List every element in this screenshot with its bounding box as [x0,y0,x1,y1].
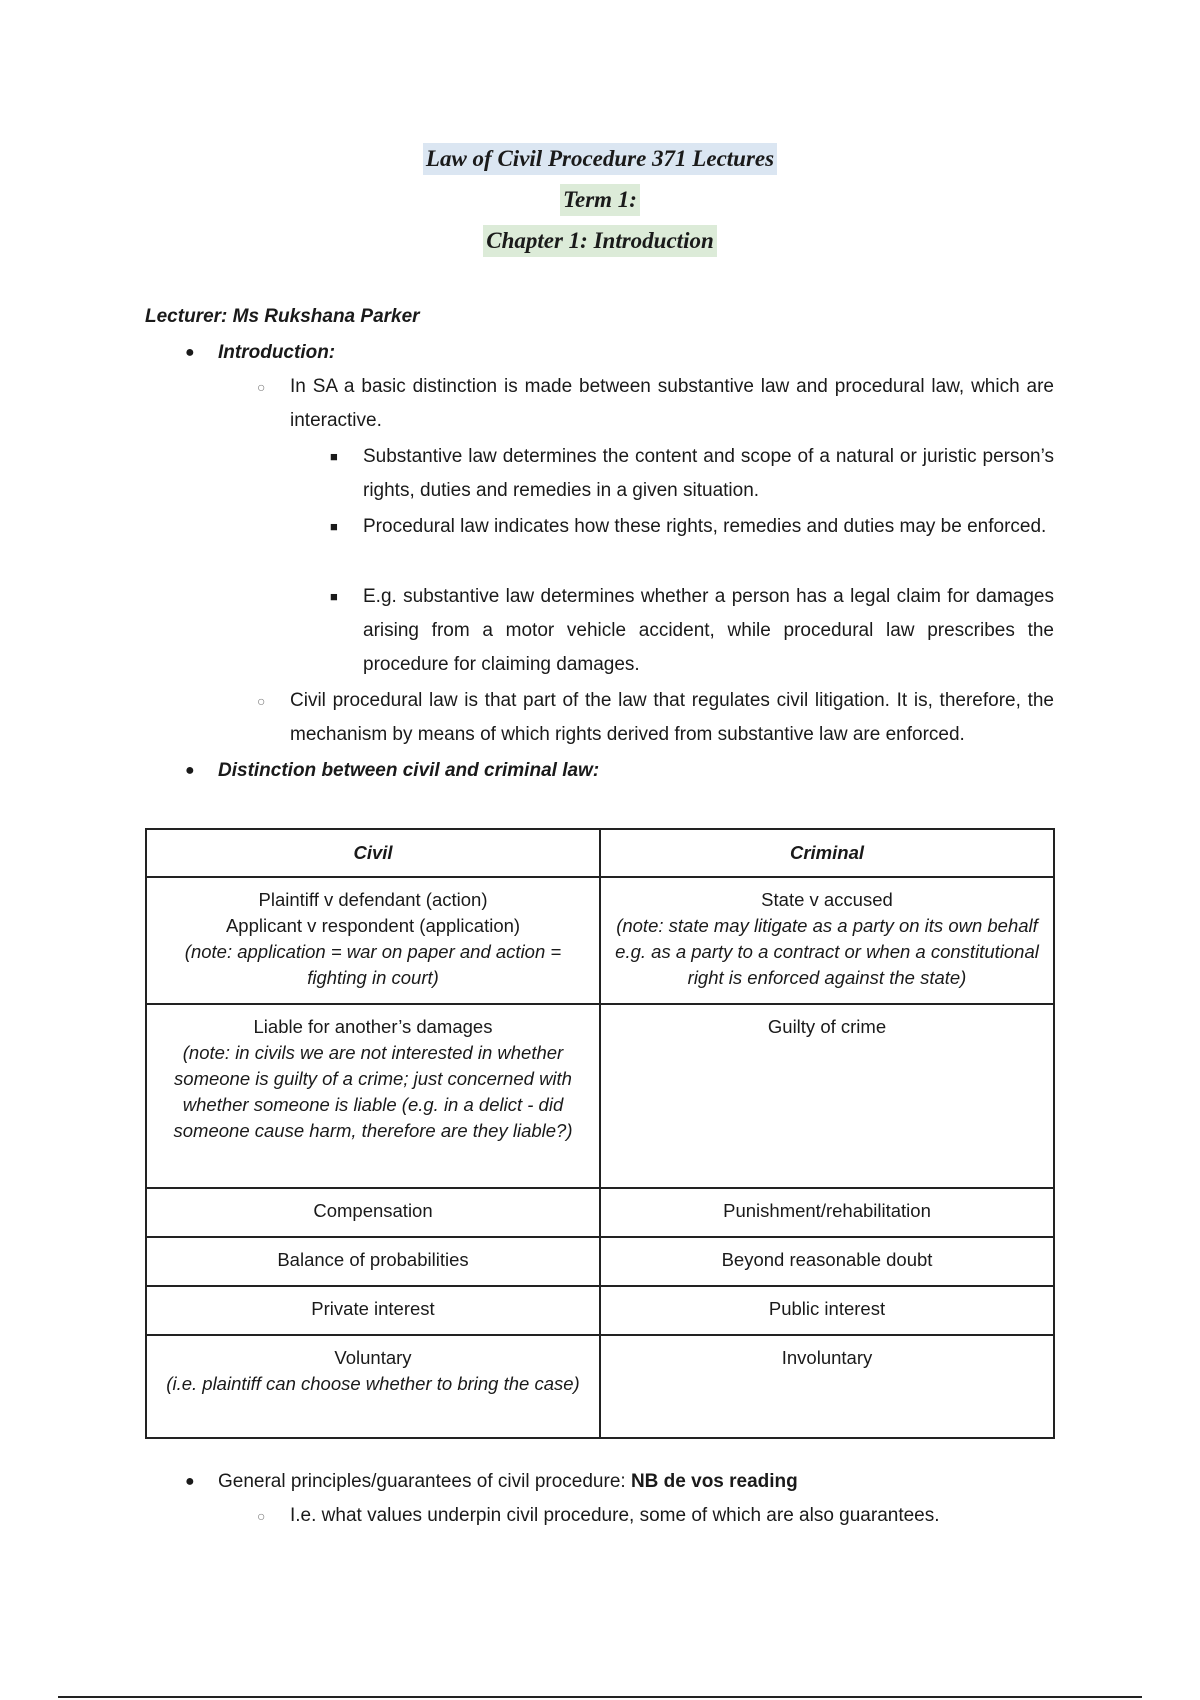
bullet-dot: ● [185,762,195,779]
course-title: Law of Civil Procedure 371 Lectures [423,143,777,175]
table-row [146,1286,1054,1335]
table-cell [600,877,1054,1004]
table-cell [600,1004,1054,1188]
cell-text: Plaintiff v defendant (action) [258,889,488,910]
introduction-heading [185,336,336,370]
table-cell: Beyond reasonable doubt [600,1237,1054,1286]
cell-text: Guilty of crime [767,1016,887,1037]
bullet-dot: ● [185,344,195,361]
footer-rule [58,1696,1142,1698]
table-row [146,877,1054,1004]
chapter-title: Chapter 1: Introduction [483,225,717,257]
intro-sub-2 [330,510,1054,544]
term-title: Term 1: [560,184,640,216]
table-cell: Private interest [146,1286,600,1335]
table-cell [600,1335,1054,1438]
intro-point-1-text: In SA a basic distinction is made between substantive law and procedural law, which are interactive. [290,376,1054,431]
intro-sub-3 [330,580,1054,682]
intro-sub-2-text: Procedural law indicates how these rights, remedies and duties may be enforced. [363,516,1047,537]
cell-note: (note: application = war on paper and action = fighting in court) [184,941,562,988]
intro-sub-3-text: E.g. substantive law determines whether a person has a legal claim for damages arising from a motor vehicle accident, while procedural law prescribes the procedure for claiming damages. [363,586,1054,675]
table-cell [146,877,600,1004]
cell-text: Voluntary [334,1347,412,1368]
lecturer-line: Lecturer: Ms Rukshana Parker [145,306,420,327]
table-row [146,1335,1054,1438]
table-header-row [146,829,1054,877]
intro-sub-1 [330,440,1054,508]
cell-text: Applicant v respondent (application) [225,915,521,936]
bullet-square: ■ [330,519,338,534]
cell-text: State v accused [761,889,893,910]
principles-sub [257,1499,1054,1533]
bullet-circle: ○ [257,379,266,395]
table-cell: Balance of probabilities [146,1237,600,1286]
distinction-heading-text: Distinction between civil and criminal law: [218,760,600,781]
principles-text: General principles/guarantees of civil procedure: [218,1471,631,1492]
intro-sub-1-text: Substantive law determines the content and scope of a natural or juristic person’s rights, duties and remedies in a given situation. [363,446,1054,501]
cell-text: Liable for another’s damages [253,1016,493,1037]
bullet-square: ■ [330,449,338,464]
introduction-heading-text: Introduction: [218,342,336,363]
intro-point-1 [257,370,1054,438]
cell-note: (note: state may litigate as a party on its own behalf e.g. as a party to a contract or when a constitutional right is enforced against the state) [615,915,1039,988]
criminal-header: Criminal [600,829,1054,877]
principles-item [185,1465,798,1499]
intro-point-2 [257,684,1054,752]
bullet-square: ■ [330,589,338,604]
table-cell: Public interest [600,1286,1054,1335]
principles-bold-text: NB de vos reading [630,1471,798,1492]
bullet-dot: ● [185,1473,195,1490]
principles-sub-text: I.e. what values underpin civil procedure, some of which are also guarantees. [290,1505,940,1526]
bullet-circle: ○ [257,693,266,709]
table-cell [146,1335,600,1438]
cell-note: (note: in civils we are not interested in whether someone is guilty of a crime; just concerned with whether someone is liable (e.g. in a delict - did someone cause harm, therefore are they liable?) [173,1042,573,1141]
intro-point-2-text: Civil procedural law is that part of the law that regulates civil litigation. It is, therefore, the mechanism by means of which rights derived from substantive law are enforced. [290,690,1054,745]
table-row [146,1004,1054,1188]
table-cell: Compensation [146,1188,600,1237]
civil-header: Civil [146,829,600,877]
distinction-heading [185,754,600,788]
civil-criminal-table [145,828,1055,1439]
cell-note: (i.e. plaintiff can choose whether to bring the case) [166,1373,580,1394]
table-row [146,1237,1054,1286]
table-cell [146,1004,600,1188]
table-row [146,1188,1054,1237]
table-cell: Punishment/rehabilitation [600,1188,1054,1237]
bullet-circle: ○ [257,1508,266,1524]
cell-text: Involuntary [781,1347,873,1368]
document-title-block [0,143,1200,266]
